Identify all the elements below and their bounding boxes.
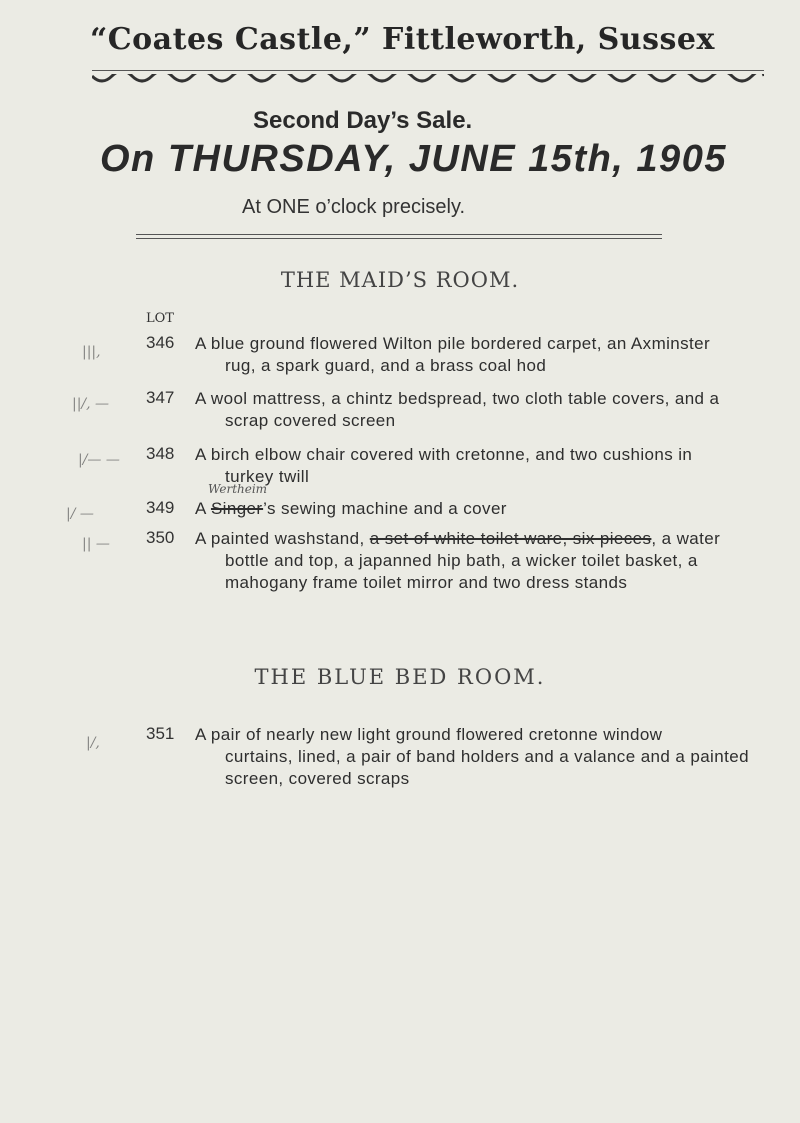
- sale-date: On THURSDAY, JUNE 15th, 1905: [100, 138, 727, 180]
- margin-tick-icon: |||,: [82, 344, 101, 360]
- margin-tick-icon: || —: [82, 536, 110, 552]
- lot-description: A blue ground flowered Wilton pile bordered carpet, an Axminster rug, a spark guard, and a brass coal hod: [195, 334, 711, 375]
- section-heading-blue-bed-room: THE BLUE BED ROOM.: [254, 665, 546, 689]
- lot-number: 349: [146, 498, 175, 517]
- lot-description: A Singer’s sewing machine and a cover: [195, 499, 507, 518]
- decorative-border-icon: [92, 74, 764, 86]
- lot-number: 346: [146, 333, 175, 352]
- lot-number: 350: [146, 528, 175, 547]
- lot-description: A birch elbow chair covered with cretonne, and two cushions in turkey twill: [195, 445, 693, 486]
- lot-description: A pair of nearly new light ground flowered cretonne window curtains, lined, a pair of band holders and a valance and a painted screen, covered scraps: [195, 725, 749, 788]
- lot-description: A painted washstand, a set of white toilet ware, six pieces, a water bottle and top, a japanned hip bath, a wicker toilet basket, a mahogany frame toilet mirror and two dress stands: [195, 529, 721, 592]
- page-title: “Coates Castle,” Fittleworth, Sussex: [90, 22, 715, 57]
- lot-number: 351: [146, 724, 175, 743]
- struck-text: a set of white toilet ware, six pieces: [369, 529, 652, 548]
- sale-time: At ONE o’clock precisely.: [242, 196, 466, 218]
- title-rule: [92, 70, 764, 71]
- margin-tick-icon: |/,: [86, 735, 100, 751]
- section-heading-maids-room: THE MAID’S ROOM.: [280, 268, 520, 292]
- margin-tick-icon: ||/, —: [72, 396, 110, 412]
- lot-description: A wool mattress, a chintz bedspread, two cloth table covers, and a scrap covered screen: [195, 389, 720, 430]
- sale-title: Second Day’s Sale.: [253, 107, 473, 134]
- handwritten-note: Wertheim: [208, 482, 268, 496]
- double-rule: [136, 234, 662, 239]
- struck-text: Singer: [210, 499, 264, 518]
- margin-tick-icon: |/ —: [66, 506, 94, 522]
- margin-tick-icon: |/— —: [78, 452, 120, 468]
- lot-column-label: LOT: [146, 311, 174, 326]
- lot-number: 348: [146, 444, 175, 463]
- lot-number: 347: [146, 388, 175, 407]
